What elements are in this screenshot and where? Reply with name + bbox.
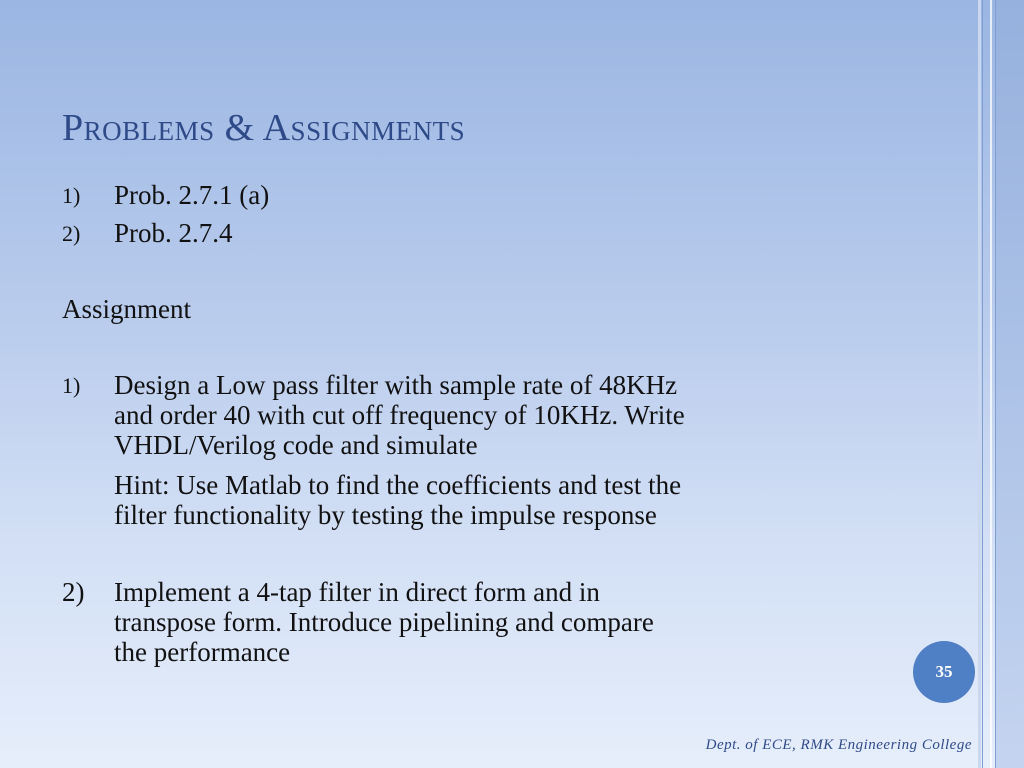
problem-item [62, 180, 892, 210]
assignment-hint [62, 470, 892, 530]
slide-title: Problems & Assignments [62, 107, 466, 149]
page-number-badge: 35 [913, 641, 975, 703]
assignment-line: Design a Low pass filter with sample rate of 48KHz [114, 370, 678, 400]
slide-body [62, 180, 892, 667]
assignment-item [62, 577, 892, 667]
list-number: 1) [62, 183, 81, 208]
assignment-line: VHDL/Verilog code and simulate [114, 430, 478, 460]
hint-line: Hint: Use Matlab to find the coefficients and test the [114, 470, 682, 500]
assignment-heading: Assignment [62, 294, 192, 324]
assignment-line: Implement a 4-tap filter in direct form and in [114, 577, 600, 607]
hint-line: filter functionality by testing the impulse response [114, 500, 657, 530]
assignment-item [62, 370, 892, 460]
footer-text: Dept. of ECE, RMK Engineering College [705, 737, 972, 753]
problem-text: Prob. 2.7.4 [114, 218, 233, 248]
assignment-line: and order 40 with cut off frequency of 10KHz. Write [114, 400, 685, 430]
assignment-line: the performance [114, 637, 291, 667]
problem-item [62, 218, 892, 248]
list-number: 2) [62, 221, 81, 246]
problem-text: Prob. 2.7.1 (a) [114, 180, 270, 210]
list-number: 2) [62, 577, 85, 607]
list-number: 1) [62, 373, 81, 398]
assignment-line: transpose form. Introduce pipelining and compare [114, 607, 654, 637]
slide-right-border [978, 0, 1024, 768]
